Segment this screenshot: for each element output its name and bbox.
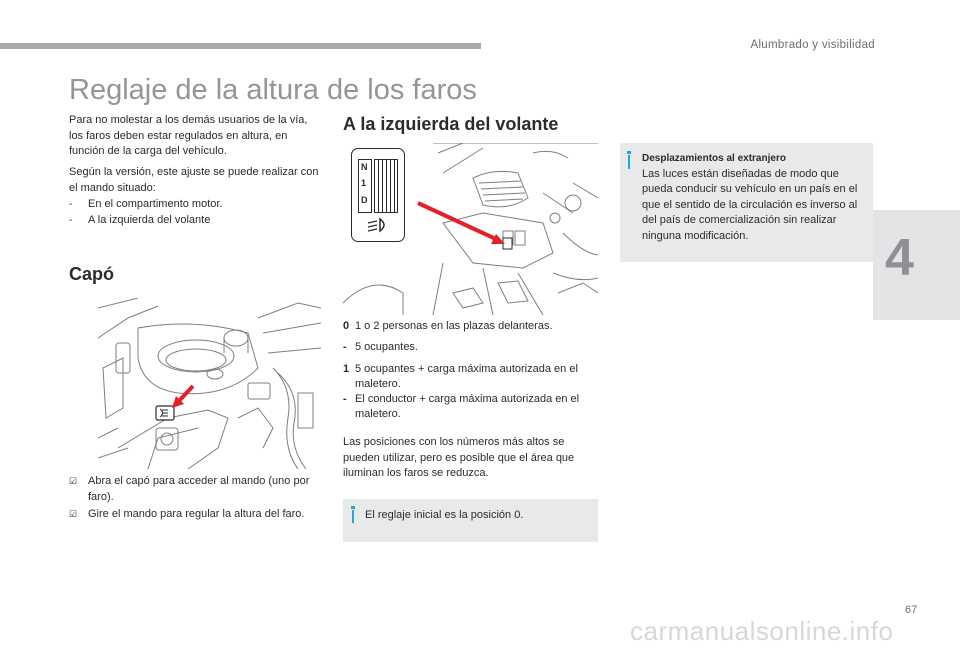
dial-inset (351, 148, 405, 242)
list-marker: 1 (343, 363, 350, 375)
info-box-title: Desplazamientos al extranjero (642, 153, 786, 164)
dial-scale (358, 159, 372, 213)
list-item-text: 1 o 2 personas en las plazas delanteras. (355, 320, 553, 332)
headlamp-level-icon (366, 217, 390, 233)
chapter-tab (873, 210, 960, 320)
list-item-text: En el compartimento motor. (88, 198, 223, 210)
list-marker: - (69, 199, 73, 210)
capo-heading: Capó (69, 264, 114, 284)
dial-wheel (374, 159, 398, 213)
info-box-text: Las luces están diseñadas de modo que pueda conducir su vehículo en un país en el que el sentido de la circulación es inverso al del país de comercialización sin realizar ninguna modificación. (642, 167, 858, 242)
dial-label: N (361, 162, 368, 172)
intro-list (69, 197, 324, 229)
list-marker: 0 (343, 320, 350, 332)
volante-heading: A la izquierda del volante (343, 114, 559, 134)
watermark: carmanualsonline.info (630, 616, 894, 646)
dial-label: 1 (361, 178, 367, 188)
list-item (69, 197, 324, 213)
page-number: 67 (905, 604, 918, 616)
list-marker: - (343, 341, 347, 353)
header-bar (0, 43, 481, 49)
list-item-text: El conductor + carga máxima autorizada en el maletero. (355, 393, 580, 420)
info-box-content (642, 151, 867, 244)
positions-footnote: Las posiciones con los números más altos se pueden utilizar, pero es posible que el área que iluminan los faros se reduzca. (343, 436, 575, 479)
list-item (69, 474, 319, 505)
list-item-text: 5 ocupantes + carga máxima autorizada en el maletero. (355, 363, 578, 390)
engine-bay-drawing (98, 298, 321, 469)
list-item-text: A la izquierda del volante (88, 213, 211, 226)
headlamp-knob-icon (156, 406, 174, 420)
engine-bay-illustration (98, 298, 321, 469)
positions-list (343, 319, 598, 429)
intro-paragraph: Para no molestar a los demás usuarios de la vía, los faros deben estar regulados en altura, en función de la carga del vehículo. (69, 114, 308, 157)
page-title: Reglaje de la altura de los faros (69, 74, 477, 106)
dashboard-illustration (343, 143, 598, 315)
list-marker: - (69, 214, 73, 226)
info-icon (628, 155, 630, 169)
red-arrow-icon (418, 203, 505, 244)
section-title: Alumbrado y visibilidad (750, 39, 875, 51)
list-item-text: Gire el mando para regular la altura del faro. (88, 508, 305, 520)
list-marker: ☑ (69, 509, 78, 519)
chapter-number: 4 (885, 229, 914, 287)
info-box-extranjero (620, 143, 873, 262)
list-item (69, 507, 319, 523)
note-text: El reglaje inicial es la posición 0. (365, 509, 524, 521)
intro-paragraph-2: Según la versión, este ajuste se puede realizar con el mando situado: (69, 166, 319, 194)
list-item (69, 213, 324, 229)
info-note (343, 499, 598, 542)
list-item-text: Abra el capó para acceder al mando (uno por faro). (88, 475, 310, 503)
list-marker: - (343, 393, 347, 405)
capo-steps (69, 474, 319, 523)
list-item-text: 5 ocupantes. (355, 341, 418, 353)
red-arrow-icon (172, 386, 193, 408)
info-icon (352, 510, 354, 523)
list-marker: ☑ (69, 476, 78, 486)
dial-label: D (361, 195, 368, 205)
